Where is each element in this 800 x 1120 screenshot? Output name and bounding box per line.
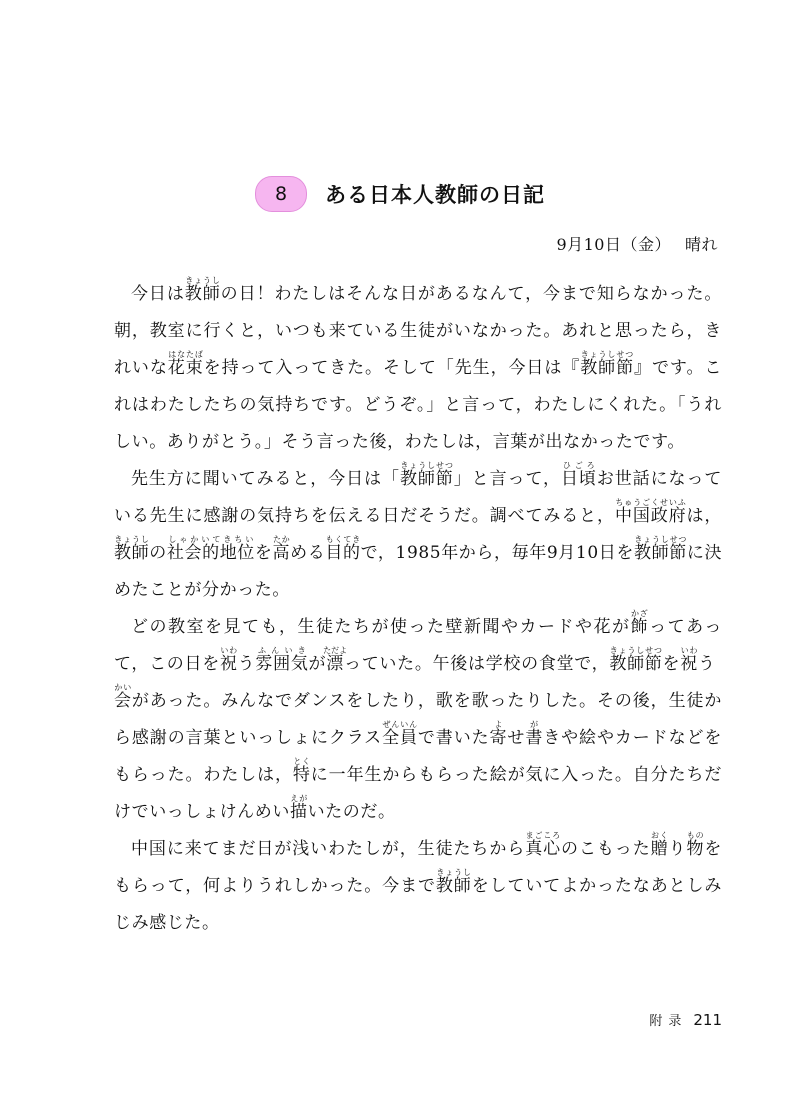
furigana-word: 教師きょうし: [184, 276, 221, 304]
furigana-word: 教師節きょうしせつ: [633, 535, 687, 563]
furigana-word: 祝いわ: [680, 646, 698, 674]
furigana-word: 花束はなたば: [167, 350, 204, 378]
furigana-word: 漂ただよ: [323, 646, 348, 674]
furigana-reading: とく: [292, 757, 311, 766]
furigana-word: 雰囲気ふんいき: [255, 646, 309, 674]
furigana-reading: おく: [650, 831, 669, 840]
furigana-reading: たか: [272, 535, 291, 544]
furigana-word: 中国政府ちゅうごくせいふ: [614, 498, 687, 526]
furigana-word: 特とく: [292, 757, 311, 785]
diary-date-line: [556, 232, 718, 255]
page-number: 211: [693, 1011, 722, 1029]
furigana-reading: きょうしせつ: [609, 646, 663, 655]
furigana-reading: ただよ: [323, 646, 348, 655]
furigana-reading: えが: [290, 794, 308, 803]
appendix-label: 附录: [649, 1014, 688, 1029]
page-footer: [649, 1010, 722, 1029]
furigana-reading: かい: [114, 683, 132, 692]
furigana-word: 会かい: [114, 683, 132, 711]
lesson-header: [0, 176, 800, 220]
furigana-word: 全員ぜんいん: [382, 720, 418, 748]
furigana-reading: しゃかいてきちい: [166, 535, 255, 544]
furigana-reading: かざ: [630, 609, 649, 618]
furigana-reading: よ: [489, 720, 508, 729]
furigana-reading: ふんいき: [255, 646, 309, 655]
furigana-reading: ぜんいん: [382, 720, 418, 729]
diary-weather: 晴れ: [684, 235, 718, 254]
furigana-reading: まごころ: [525, 831, 561, 840]
furigana-word: 教師節きょうしせつ: [580, 350, 635, 378]
furigana-word: 贈おく: [650, 831, 669, 859]
furigana-reading: きょうしせつ: [580, 350, 634, 359]
furigana-reading: もの: [686, 831, 705, 840]
furigana-word: 教師きょうし: [435, 868, 472, 896]
diary-paragraph: どの教室を見ても，生徒たちが使った壁新聞やカードや花が飾かざってあって，この日を祝いわう雰囲気ふんいきが漂ただよっていた。午後は学校の食堂で，教師節きょうしせつを祝いわう会かいがあった。みんなでダンスをしたり，歌を歌ったりした。その後，生徒から感謝の言葉といっしょにクラス全員ぜんいんで書いた寄よせ書がきや絵やカードなどをもらった。わたしは，特とくに一年生からもらった絵が気に入った。自分たちだけでいっしょけんめい描えがいたのだ。: [114, 609, 722, 822]
furigana-reading: いわ: [219, 646, 238, 655]
furigana-reading: ひごろ: [560, 461, 597, 470]
furigana-word: 飾かざ: [630, 609, 650, 637]
furigana-reading: もくてき: [325, 535, 361, 544]
furigana-reading: が: [525, 720, 543, 729]
furigana-word: 教師節きょうしせつ: [399, 461, 454, 489]
diary-paragraph: 今日は教師きょうしの日！わたしはそんな日があるなんて，今まで知らなかった。朝，教室に行くと，いつも来ている生徒がいなかった。あれと思ったら，きれいな花束はなたばを持って入ってきた。そして「先生，今日は『教師節きょうしせつ』です。これはわたしたちの気持ちです。どうぞ。」と言って，わたしにくれた。「うれしい。ありがとう。」そう言った後，わたしは，言葉が出なかったです。: [114, 276, 722, 452]
lesson-title: ある日本人教師の日記: [325, 183, 545, 207]
furigana-reading: きょうしせつ: [399, 461, 454, 470]
furigana-word: 寄よ: [489, 720, 508, 748]
furigana-reading: きょうしせつ: [633, 535, 687, 544]
furigana-word: 教師きょうし: [114, 535, 150, 563]
furigana-word: 日頃ひごろ: [560, 461, 597, 489]
furigana-word: 高たか: [272, 535, 291, 563]
furigana-word: 社会的地位しゃかいてきちい: [166, 535, 255, 563]
furigana-word: 目的もくてき: [325, 535, 361, 563]
furigana-word: 物もの: [686, 831, 705, 859]
furigana-word: 祝いわ: [219, 646, 238, 674]
diary-body: [114, 276, 722, 942]
furigana-reading: ちゅうごくせいふ: [614, 498, 687, 507]
lesson-number-badge: 8: [255, 176, 307, 212]
furigana-reading: きょうし: [184, 276, 221, 285]
furigana-reading: はなたば: [167, 350, 204, 359]
furigana-reading: きょうし: [114, 535, 150, 544]
diary-paragraph: 先生方に聞いてみると，今日は「教師節きょうしせつ」と言って，日頃ひごろお世話になっている先生に感謝の気持ちを伝える日だそうだ。調べてみると，中国政府ちゅうごくせいふは，教師きょうしの社会的地位しゃかいてきちいを高たかめる目的もくてきで，1985年から，毎年9月10日を教師節きょうしせつに決めたことが分かった。: [114, 461, 723, 600]
furigana-word: 真心まごころ: [525, 831, 562, 859]
diary-paragraph: 中国に来てまだ日が浅いわたしが，生徒たちから真心まごころのこもった贈おくり物ものをもらって，何よりうれしかった。今まで教師きょうしをしていてよかったなあとしみじみ感じた。: [114, 831, 722, 933]
diary-date: 9月10日（金）: [556, 235, 671, 254]
furigana-word: 描えが: [290, 794, 308, 822]
furigana-word: 書が: [525, 720, 544, 748]
furigana-reading: きょうし: [435, 868, 472, 877]
furigana-reading: いわ: [680, 646, 698, 655]
furigana-word: 教師節きょうしせつ: [609, 646, 663, 674]
